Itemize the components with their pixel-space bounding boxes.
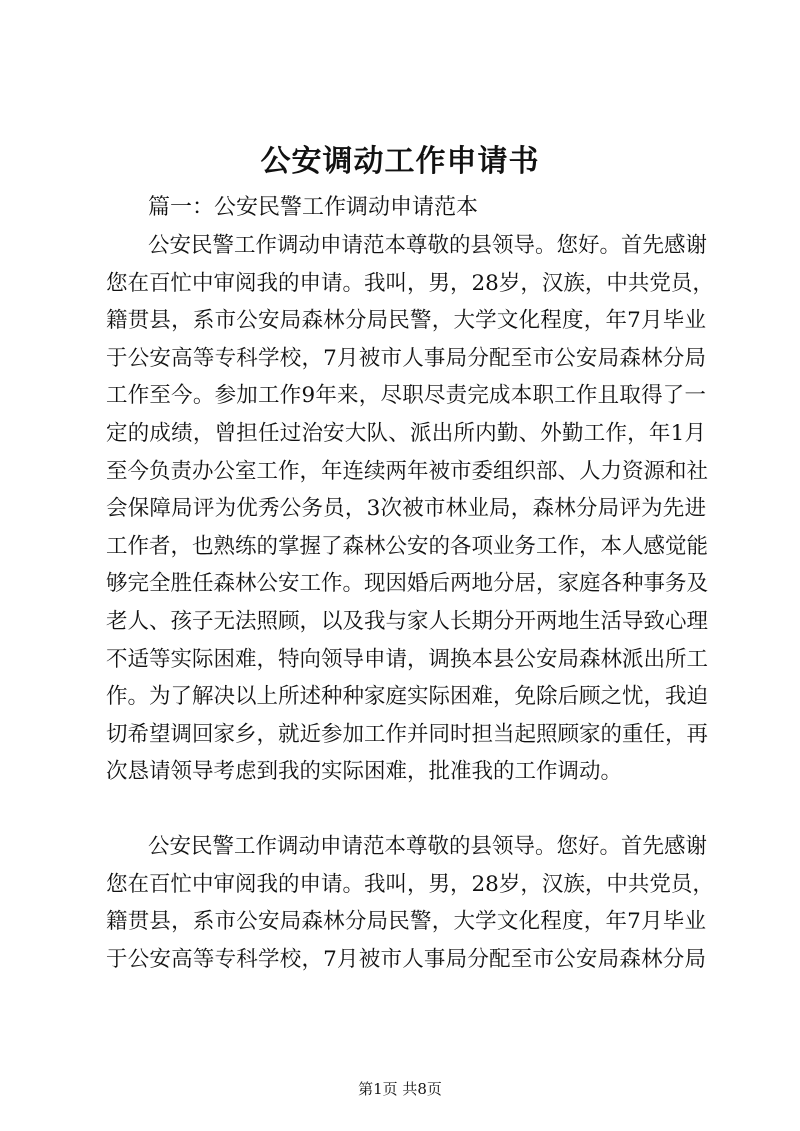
paragraph-line: 工作者，也熟练的掌握了森林公安的各项业务工作，本人感觉能 [106,533,709,559]
paragraph-line: 次恳请领导考虑到我的实际困难，批准我的工作调动。 [106,759,623,785]
paragraph-line: 切希望调回家乡，就近参加工作并同时担当起照顾家的重任，再 [106,721,709,747]
paragraph-line: 工作至今。参加工作9年来，尽职尽责完成本职工作且取得了一 [106,383,706,409]
paragraph-line: 公安民警工作调动申请范本尊敬的县领导。您好。首先感谢 [148,233,708,258]
paragraph-line: 会保障局评为优秀公务员，3次被市林业局，森林分局评为先进 [106,496,706,522]
paragraph-line: 老人、孩子无法照顾，以及我与家人长期分开两地生活导致心理 [106,608,709,634]
paragraph-2 [106,828,714,978]
page-footer: 第1页 共8页 [358,1080,442,1098]
paragraph-1 [106,227,714,791]
paragraph-line: 够完全胜任森林公安工作。现因婚后两地分居，家庭各种事务及 [106,571,709,597]
paragraph-line: 籍贯县，系市公安局森林分局民警，大学文化程度，年7月毕业 [106,308,706,334]
paragraph-line: 公安民警工作调动申请范本尊敬的县领导。您好。首先感谢 [148,834,708,859]
paragraph-line: 您在百忙中审阅我的申请。我叫，男，28岁，汉族，中共党员， [106,871,714,897]
paragraph-line: 至今负责办公室工作，年连续两年被市委组织部、人力资源和社 [106,458,709,484]
paragraph-line: 于公安高等专科学校，7月被市人事局分配至市公安局森林分局 [106,345,706,371]
paragraph-line: 作。为了解决以上所述种种家庭实际困难，免除后顾之忧，我迫 [106,684,709,710]
paragraph-line: 籍贯县，系市公安局森林分局民警，大学文化程度，年7月毕业 [106,909,706,935]
paragraph-line: 于公安高等专科学校，7月被市人事局分配至市公安局森林分局 [106,946,706,972]
document-title: 公安调动工作申请书 [260,144,540,179]
document-subtitle: 篇一：公安民警工作调动申请范本 [148,195,479,220]
paragraph-line: 您在百忙中审阅我的申请。我叫，男，28岁，汉族，中共党员， [106,270,714,296]
paragraph-line: 定的成绩，曾担任过治安大队、派出所内勤、外勤工作，年1月 [106,420,706,446]
paragraph-line: 不适等实际困难，特向领导申请，调换本县公安局森林派出所工 [106,646,709,672]
